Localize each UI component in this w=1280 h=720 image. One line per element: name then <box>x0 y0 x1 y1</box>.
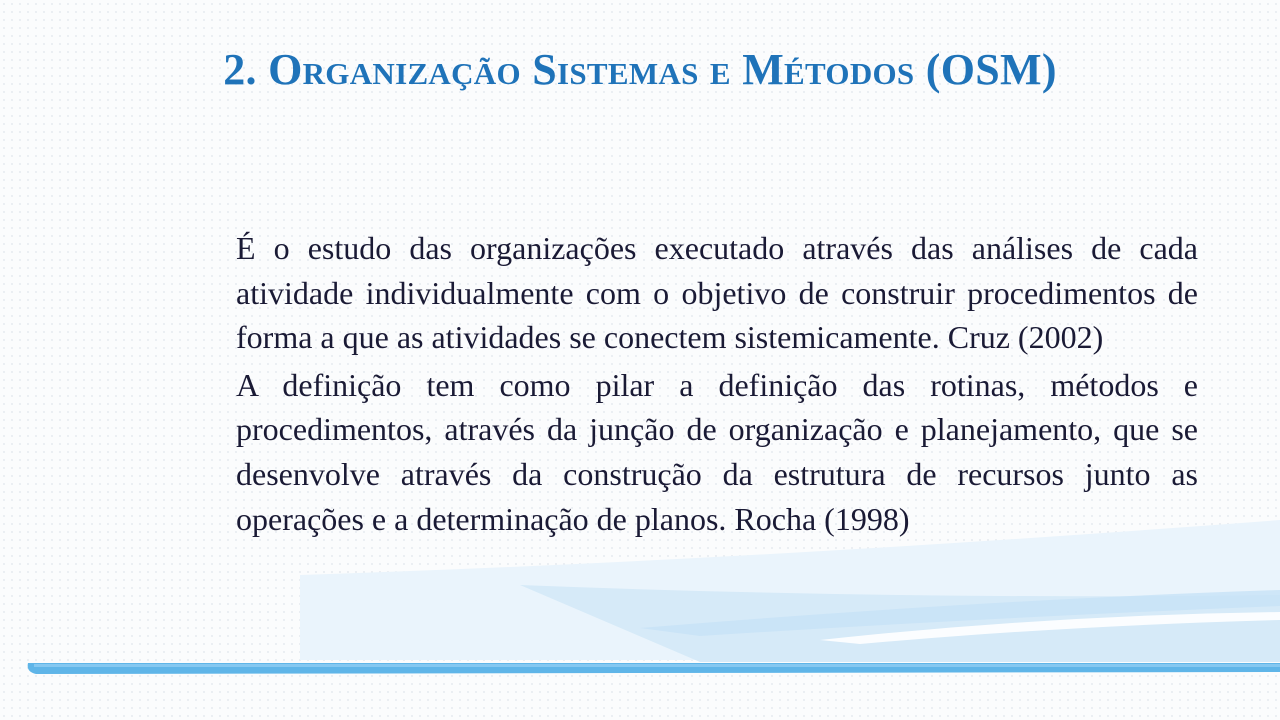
slide-title: 2. Organização Sistemas e Métodos (OSM) <box>223 45 1057 94</box>
accent-band-highlight <box>34 664 1280 667</box>
paragraph-definition-rocha: A definição tem como pilar a definição das rotinas, métodos e procedimentos, através da junção de organização e planejamento, que se desenvolve através da construção da estrutura de recursos junto as operações e a determinação de planos. Rocha (1998) <box>236 366 1198 537</box>
body-text <box>236 226 1198 541</box>
paragraph-definition-cruz: É o estudo das organizações executado através das análises de cada atividade individualmente com o objetivo de construir procedimentos de forma a que as atividades se conectem sistemicamente. Cruz (2002) <box>236 230 1198 356</box>
